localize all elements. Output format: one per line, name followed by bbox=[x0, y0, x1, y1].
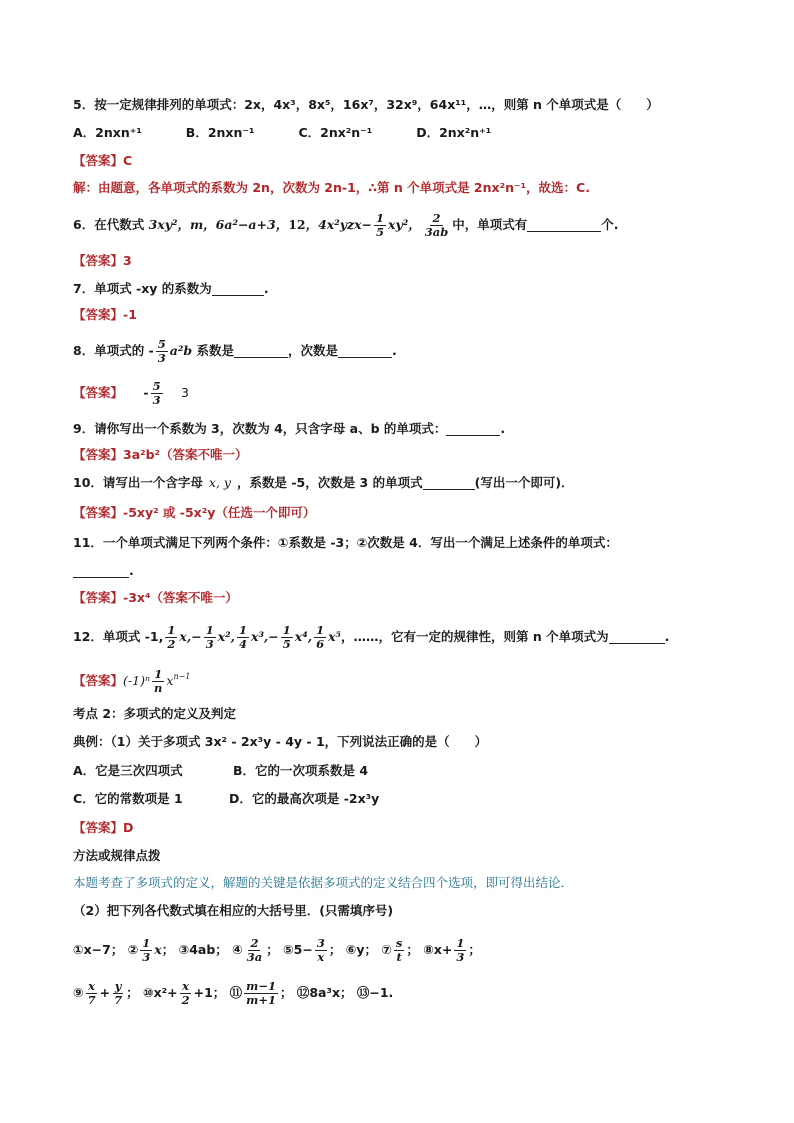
q11-blank[interactable] bbox=[73, 564, 129, 578]
q12-stem-a: 12．单项式 -1, bbox=[73, 629, 164, 644]
q9-blank[interactable] bbox=[446, 422, 500, 436]
topic2-example: 典例：（1）关于多项式 3x² - 2x³y - 4y - 1，下列说法正确的是（ ） bbox=[73, 734, 488, 749]
q10-stem-a: 10．请写出一个含字母 bbox=[73, 475, 203, 490]
q12-answer: 【答案】(-1)ⁿ $\frac{1}{n}$ $x^{n-1}$ bbox=[73, 667, 191, 695]
q8-tail: . bbox=[391, 343, 397, 358]
q6-stem-start: 6．在代数式 bbox=[73, 217, 149, 232]
topic2-title: 考点 2：多项式的定义及判定 bbox=[73, 706, 237, 721]
q12-answer-label: 【答案】 bbox=[73, 673, 124, 688]
q6-fraction-2-3ab: $\frac{2}{3ab}$ bbox=[424, 211, 449, 239]
q6-answer: 【答案】3 bbox=[73, 253, 132, 268]
q6-stem-end: 中，单项式有 bbox=[452, 217, 528, 232]
q5-option-a[interactable]: A．2nxn⁺¹ bbox=[73, 125, 142, 140]
part2-instruction: （2）把下列各代数式填在相应的大括号里．(只需填序号) bbox=[73, 903, 394, 918]
q10-letters: x, y bbox=[208, 475, 231, 490]
q9-stem-text: 9．请你写出一个系数为 3，次数为 4，只含字母 a、b 的单项式： bbox=[73, 421, 447, 436]
topic2-answer: 【答案】D bbox=[73, 820, 134, 835]
topic2-option-d[interactable]: D．它的最高次项是 -2x³y bbox=[229, 791, 380, 806]
method-title: 方法或规律点拨 bbox=[73, 848, 161, 863]
expression-list-row2: ⑨ $\frac{x}{7}$ + $\frac{y}{7}$ ； ⑩x²+ $\frac{x}{2}$ +1； ⑪ $\frac{m-1}{m+1}$ ； ⑫8a³x； ⑬−1. bbox=[73, 979, 394, 1007]
q5-options bbox=[73, 124, 754, 142]
q5-option-d[interactable]: D．2nx²n⁺¹ bbox=[416, 125, 492, 140]
topic2-option-c[interactable]: C．它的常数项是 1 bbox=[73, 791, 183, 806]
q10-stem bbox=[73, 474, 754, 492]
q7-blank[interactable] bbox=[212, 282, 264, 296]
expression-list-row1: ①x−7； ② $\frac{1}{3}$ x； ③4ab； ④ $\frac{2}{3a}$ ； ⑤5− $\frac{3}{x}$ ； ⑥y； ⑦ $\frac{s}{t}$ ； ⑧x+ $\frac{1}{3}$ ； bbox=[73, 936, 481, 964]
q5-option-c[interactable]: C．2nx²n⁻¹ bbox=[298, 125, 373, 140]
q6-blank[interactable] bbox=[527, 218, 601, 232]
q7-tail: . bbox=[263, 281, 269, 296]
expr-6: ⑥y； bbox=[345, 942, 377, 957]
q8-answer-coef: - bbox=[143, 385, 149, 400]
q8-answer bbox=[73, 380, 754, 407]
q8-stem-a: 8．单项式的 - bbox=[73, 343, 154, 358]
q8-answer-label: 【答案】 bbox=[73, 385, 124, 400]
q12-stem: 12．单项式 -1, $\frac{1}{2}$ x,− $\frac{1}{3}$ x², $\frac{1}{4}$ x³,− $\frac{1}{5}$ x⁴, $\frac{1}{6}$ x⁵，……，它有一定的规律性，则第 n 个单项式为 . bbox=[73, 623, 670, 651]
q11-answer: 【答案】-3x⁴（答案不唯一） bbox=[73, 590, 238, 605]
topic2-option-b[interactable]: B．它的一次项系数是 4 bbox=[233, 763, 369, 778]
q5-answer: 【答案】C bbox=[73, 153, 133, 168]
q7-stem-text: 7．单项式 -xy 的系数为 bbox=[73, 281, 212, 296]
q10-tail: (写出一个即可)． bbox=[474, 475, 574, 490]
q6-tail: 个. bbox=[601, 217, 619, 232]
q9-tail: . bbox=[500, 421, 506, 436]
q11-blank-line bbox=[73, 562, 754, 580]
q8-stem-b: 系数是 bbox=[196, 343, 234, 358]
expr-12: ⑫8a³x； bbox=[296, 985, 353, 1000]
q5-option-b[interactable]: B．2nxn⁻¹ bbox=[185, 125, 255, 140]
q9-answer: 【答案】3a²b²（答案不唯一） bbox=[73, 447, 248, 462]
topic2-option-a[interactable]: A．它是三次四项式 bbox=[73, 763, 183, 778]
expr-1: ①x−7； bbox=[73, 942, 124, 957]
q8-answer-degree: 3 bbox=[180, 385, 189, 400]
q8-answer-fraction: $\frac{5}{3}$ bbox=[152, 379, 161, 407]
q12-tail: . bbox=[664, 629, 670, 644]
q7-stem bbox=[73, 280, 754, 298]
q5-solution: 解：由题意，各单项式的系数为 2n，次数为 2n-1，∴第 n 个单项式是 2nx²n⁻¹，故选：C. bbox=[73, 180, 590, 195]
q6-expressions: 3xy²，m，6a²−a+3，12，4x²yzx− bbox=[148, 217, 373, 232]
q6-fraction-1-5: $\frac{1}{5}$ bbox=[376, 211, 385, 239]
q8-stem: 8．单项式的 - $\frac{5}{3}$ a²b 系数是 ，次数是 . bbox=[73, 337, 397, 365]
q8-blank-degree[interactable] bbox=[338, 344, 392, 358]
method-text: 本题考查了多项式的定义，解题的关键是依据多项式的定义结合四个选项，即可得出结论． bbox=[73, 875, 574, 890]
topic2-options-row1 bbox=[73, 762, 754, 780]
q12-answer-expr: (-1)ⁿ bbox=[123, 673, 151, 688]
q8-fraction: $\frac{5}{3}$ bbox=[157, 337, 166, 365]
topic2-options-row2 bbox=[73, 790, 754, 808]
q7-answer: 【答案】-1 bbox=[73, 307, 137, 322]
q11-tail: . bbox=[129, 563, 134, 578]
q10-stem-b: ，系数是 -5，次数是 3 的单项式 bbox=[236, 475, 423, 490]
q10-answer: 【答案】-5xy² 或 -5x²y（任选一个即可） bbox=[73, 505, 316, 520]
q9-stem bbox=[73, 420, 754, 438]
expr-3: ③4ab； bbox=[178, 942, 228, 957]
q5-stem: 5．按一定规律排列的单项式：2x，4x³，8x⁵，16x⁷，32x⁹，64x¹¹，…，则第 n 个单项式是（ ） bbox=[73, 97, 659, 112]
expr-13: ⑬−1. bbox=[356, 985, 394, 1000]
q10-blank[interactable] bbox=[423, 476, 475, 490]
q8-stem-c: ，次数是 bbox=[287, 343, 338, 358]
q12-stem-b: ，……，它有一定的规律性，则第 n 个单项式为 bbox=[341, 629, 609, 644]
q8-blank-coef[interactable] bbox=[234, 344, 288, 358]
q11-stem: 11．一个单项式满足下列两个条件：①系数是 -3；②次数是 4．写出一个满足上述条件的单项式： bbox=[73, 535, 618, 550]
q6-stem: 6．在代数式 3xy²，m，6a²−a+3，12，4x²yzx− $\frac{1}{5}$ xy²， $\frac{2}{3ab}$ 中，单项式有 个. bbox=[73, 211, 619, 239]
q12-blank[interactable] bbox=[609, 630, 665, 644]
